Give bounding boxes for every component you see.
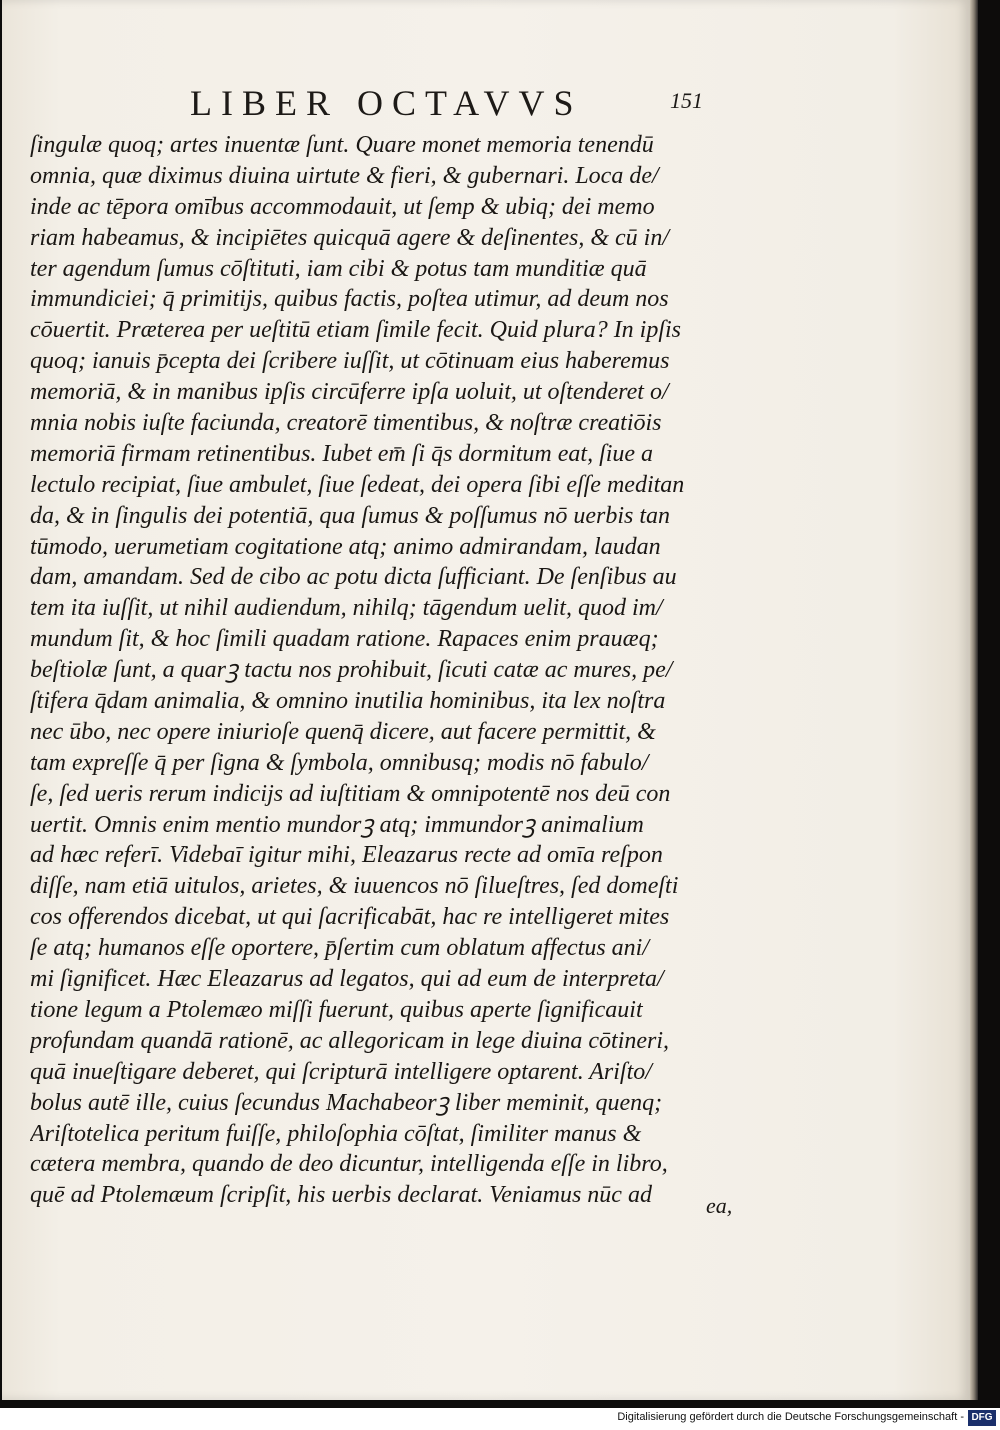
text-line: ſtifera q̄dam animalia, & omnino inutilia hominibus, ita lex noſtra — [30, 688, 666, 715]
text-line: lectulo recipiat, ſiue ambulet, ſiue ſedeat, dei opera ſibi eſſe meditan — [30, 471, 685, 498]
text-line: quē ad Ptolemæum ſcripſit, his uerbis declarat. Veniamus nūc ad — [30, 1182, 652, 1209]
text-line: ſe, ſed ueris rerum indicijs ad iuſtitiam & omnipotentē nos deū con — [30, 780, 671, 807]
text-line: memoriā firmam retinentibus. Iubet em̄ ſi q̄s dormitum eat, ſiue a — [30, 440, 654, 467]
running-head: LIBER OCTAVVS — [190, 83, 583, 123]
text-line: ſingulæ quoq; artes inuentæ ſunt. Quare monet memoria tenendū — [30, 132, 654, 158]
catchword: ea, — [706, 1193, 733, 1218]
text-line: beſtiolæ ſunt, a quarꝫ tactu nos prohibuit, ſicuti catæ ac mures, pe/ — [30, 657, 673, 684]
text-line: cōuertit. Præterea per ueſtitū etiam ſimile fecit. Quid plura? In ipſis — [30, 317, 682, 344]
text-line: cos offerendos dicebat, ut qui ſacrificabāt, hac re intelligeret mites — [30, 904, 670, 931]
text-line: profundam quandā rationē, ac allegoricam in lege diuina cōtineri, — [30, 1027, 670, 1054]
text-line: dam, amandam. Sed de cibo ac potu dicta ſufficiant. De ſenſibus au — [30, 564, 677, 591]
text-line: tam expreſſe q̄ per ſigna & ſymbola, omnibusq; modis nō fabulo/ — [30, 749, 649, 776]
page-edge — [970, 0, 978, 1400]
text-line: da, & in ſingulis dei potentiā, qua ſumus & poſſumus nō uerbis tan — [30, 502, 671, 529]
text-line: mundum ſit, & hoc ſimili quadam ratione. Rapaces enim prauæq; — [30, 626, 659, 653]
text-line: tem ita iuſſit, ut nihil audiendum, nihilq; tāgendum uelit, quod im/ — [30, 595, 663, 622]
text-line: ad hæc referī. Videbaī igitur mihi, Eleazarus recte ad omīa reſpon — [30, 842, 663, 869]
text-line: diſſe, nam etiā uitulos, arietes, & iuuencos nō ſilueſtres, ſed domeſti — [30, 873, 679, 900]
text-line: uertit. Omnis enim mentio mundorꝫ atq; immundorꝫ animalium — [30, 811, 644, 838]
text-line: quoq; ianuis p̄cepta dei ſcribere iuſſit, ut cōtinuam eius haberemus — [30, 348, 670, 375]
text-line: bolus autē ille, cuius ſecundus Machabeorꝫ liber meminit, quenq; — [30, 1089, 663, 1116]
book-page — [2, 0, 970, 1400]
text-line: tūmodo, uerumetiam cogitatione atq; animo admirandam, laudan — [30, 533, 661, 560]
text-line: immundiciei; q̄ primitijs, quibus factis, poſtea utimur, ad deum nos — [30, 286, 669, 313]
text-line: quā inueſtigare deberet, qui ſcripturā intelligere optarent. Ariſto/ — [30, 1058, 652, 1085]
dfg-logo-icon: DFG — [968, 1410, 996, 1426]
text-line: mnia nobis iuſte faciunda, creatorē timentibus, & noſtræ creatiōis — [30, 410, 662, 437]
folio-number: 151 — [670, 88, 703, 113]
text-line: Ariſtotelica peritum fuiſſe, philoſophia cōſtat, ſimiliter manus & — [30, 1120, 642, 1147]
text-line: nec ūbo, nec opere iniurioſe quenq̄ dicere, aut facere permittit, & — [30, 718, 656, 745]
footer-bar — [0, 1408, 1000, 1430]
text-line: memoriā, & in manibus ipſis circūferre ipſa uoluit, ut oſtenderet o/ — [30, 379, 669, 406]
text-line: tione legum a Ptolemæo miſſi fuerunt, quibus aperte ſignificauit — [30, 996, 643, 1023]
text-line: omnia, quæ diximus diuina uirtute & fieri, & gubernari. Loca de/ — [30, 162, 659, 189]
text-line: cætera membra, quando de deo dicuntur, intelligenda eſſe in libro, — [30, 1151, 668, 1178]
digitization-credit: Digitalisierung gefördert durch die Deutsche Forschungsgemeinschaft - — [617, 1411, 964, 1423]
text-line: riam habeamus, & incipiētes quicquā agere & deſinentes, & cū in/ — [30, 224, 669, 251]
body-text — [30, 130, 750, 1211]
text-line: mi ſignificet. Hæc Eleazarus ad legatos, qui ad eum de interpreta/ — [30, 966, 664, 993]
text-line: inde ac tēpora omībus accommodauit, ut ſemp & ubiq; dei memo — [30, 193, 655, 220]
text-line: ſe atq; humanos eſſe oportere, p̄ſertim cum oblatum affectus ani/ — [30, 935, 650, 962]
text-line: ter agendum ſumus cōſtituti, iam cibi & potus tam munditiæ quā — [30, 255, 647, 282]
